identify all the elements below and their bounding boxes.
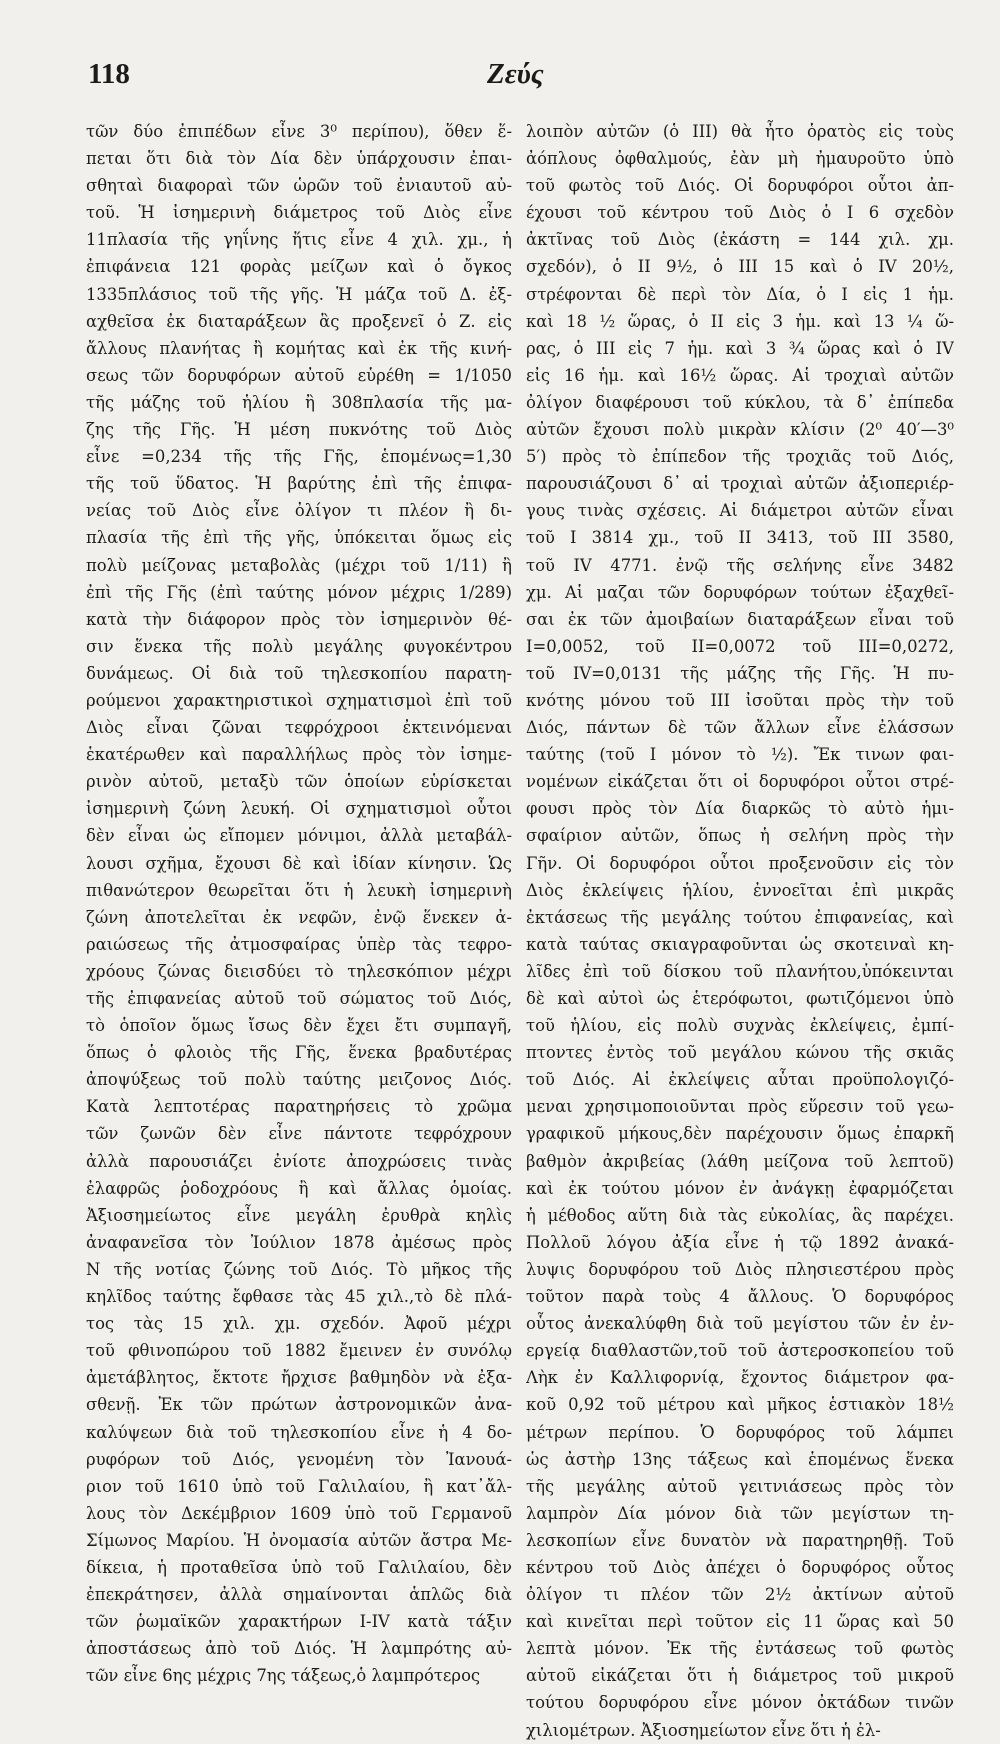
text-line: λεπτὰ μόνον. Ἐκ τῆς ἐντάσεως τοῦ φωτὸς bbox=[526, 1639, 954, 1659]
text-line: καλύψεων διὰ τοῦ τηλεσκοπίου εἶνε ἡ 4 δο- bbox=[86, 1422, 512, 1442]
text-line: τοῦ. Ἡ ἰσημερινὴ διάμετρος τοῦ Διὸς εἶνε bbox=[86, 203, 512, 223]
text-line: κοῦ 0,92 τοῦ μέτρου καὶ μῆκος ἑστιακὸν 18½ bbox=[526, 1395, 954, 1415]
text-line: λυψις δορυφόρου τοῦ Διὸς πλησιεστέρου πρὸς bbox=[526, 1259, 954, 1279]
text-line: ὀλίγον διαφέρουσι τοῦ κύκλου, τὰ δ᾽ ἐπίπεδα bbox=[526, 392, 954, 412]
text-line: αχθεῖσα ἐκ διαταράξεων ἃς προξενεῖ ὁ Ζ. εἰς bbox=[86, 311, 512, 331]
text-line: σθενῇ. Ἐκ τῶν πρώτων ἀστρονομικῶν ἀνα- bbox=[86, 1395, 512, 1415]
text-line: μέτρων περίπου. Ὁ δορυφόρος τοῦ λάμπει bbox=[526, 1422, 954, 1442]
text-line: τὸ ὁποῖον ὅμως ἴσως δὲν ἔχει ἔτι συμπαγῆ, bbox=[86, 1016, 512, 1036]
text-line: ραιώσεως τῆς ἀτμοσφαίρας ὑπὲρ τὰς τεφρο- bbox=[86, 934, 512, 954]
text-line: μεναι χρησιμοποιοῦνται πρὸς εὕρεσιν τοῦ γεω- bbox=[526, 1097, 954, 1117]
text-line: σαι ἐκ τῶν ἀμοιβαίων διαταράξεων εἶναι τοῦ bbox=[526, 609, 954, 629]
text-line: δὲ καὶ αὐτοὶ ὡς ἑτερόφωτοι, φωτιζόμενοι ὑπὸ bbox=[526, 989, 954, 1008]
text-line: πτοντες ἐντὸς τοῦ μεγάλου κώνου τῆς σκιᾶς bbox=[526, 1043, 954, 1063]
text-line: ὡς ἀστὴρ 13ης τάξεως καὶ ἑπομένως ἕνεκα bbox=[526, 1449, 954, 1469]
text-line: σχεδόν), ὁ II 9½, ὁ III 15 καὶ ὁ IV 20½, bbox=[526, 257, 954, 277]
text-line: Πολλοῦ λόγου ἀξία εἶνε ἡ τῷ 1892 ἀνακά- bbox=[526, 1232, 954, 1252]
text-line: νείας τοῦ Διὸς εἶνε ὀλίγον τι πλέον ἢ δι- bbox=[86, 501, 512, 521]
text-line: ριον τοῦ 1610 ὑπὸ τοῦ Γαλιλαίου, ἢ κατ᾽ἄλ- bbox=[86, 1476, 512, 1496]
text-line: βαθμὸν ἀκριβείας (λάθη μείζονα τοῦ λεπτοῦ) bbox=[526, 1151, 954, 1171]
text-line: ἐλαφρῶς ῥοδοχρόους ἢ καὶ ἄλλας ὁμοίας. bbox=[86, 1178, 512, 1198]
text-line: καὶ κινεῖται περὶ τοῦτον εἰς 11 ὥρας καὶ 50 bbox=[526, 1612, 954, 1632]
text-line: ρας, ὁ III εἰς 7 ἡμ. καὶ 3 ¾ ὥρας καὶ ὁ IV bbox=[526, 338, 954, 358]
text-line: τοῦ Διός. Αἱ ἐκλείψεις αὗται προϋπολογιζό- bbox=[526, 1070, 954, 1090]
text-line: σεως τῶν δορυφόρων αὐτοῦ εὑρέθη = 1/1050 bbox=[86, 365, 512, 385]
text-line: δυνάμεως. Οἱ διὰ τοῦ τηλεσκοπίου παρατη- bbox=[86, 663, 512, 683]
text-line: τοῦ IV=0,0131 τῆς μάζης τῆς Γῆς. Ἡ πυ- bbox=[526, 663, 954, 683]
text-line: ταύτης (τοῦ I μόνον τὸ ½). Ἔκ τινων φαι- bbox=[526, 745, 954, 765]
text-line: γους τινὰς σχέσεις. Αἱ διάμετροι αὐτῶν εἶναι bbox=[526, 501, 954, 521]
text-line: νομένων εἰκάζεται ὅτι οἱ δορυφόροι οὗτοι στρέ- bbox=[526, 772, 954, 792]
text-line: πολὺ μείζονας μεταβολὰς (μέχρι τοῦ 1/11) ἢ bbox=[86, 555, 512, 575]
text-line: λῖδες ἐπὶ τοῦ δίσκου τοῦ πλανήτου,ὑπόκεινται bbox=[526, 961, 954, 981]
text-line: Ν τῆς νοτίας ζώνης τοῦ Διός. Τὸ μῆκος τῆς bbox=[86, 1259, 512, 1279]
text-line: ζώνη ἀποτελεῖται ἐκ νεφῶν, ἐνῷ ἕνεκεν ἀ- bbox=[86, 907, 512, 927]
text-line: τοῦ I 3814 χμ., τοῦ II 3413, τοῦ III 3580, bbox=[526, 528, 954, 548]
right-text-column bbox=[526, 118, 954, 1744]
text-line: ἀόπλους ὀφθαλμούς, ἐὰν μὴ ἠμαυροῦτο ὑπὸ bbox=[526, 149, 954, 169]
text-line: σφαίριον αὐτῶν, ὅπως ἡ σελήνη πρὸς τὴν bbox=[526, 826, 954, 846]
text-line: εἶνε =0,234 τῆς τῆς Γῆς, ἑπομένως=1,30 bbox=[86, 447, 512, 467]
text-line: 1335πλάσιος τοῦ τῆς γῆς. Ἡ μάζα τοῦ Δ. ἐξ- bbox=[86, 284, 512, 304]
text-line: λοιπὸν αὐτῶν (ὁ III) θὰ ἦτο ὁρατὸς εἰς τοὺς bbox=[526, 122, 954, 141]
text-line: τῆς τοῦ ὕδατος. Ἡ βαρύτης ἐπὶ τῆς ἐπιφα- bbox=[86, 474, 512, 494]
text-line: τῶν ζωνῶν δὲν εἶνε πάντοτε τεφρόχρουν bbox=[86, 1124, 512, 1144]
text-line: κηλῖδος ταύτης ἔφθασε τὰς 45 χιλ.,τὸ δὲ πλά- bbox=[86, 1287, 512, 1307]
text-line: καὶ 18 ½ ὥρας, ὁ II εἰς 3 ἡμ. καὶ 13 ¼ ὥ- bbox=[526, 311, 954, 331]
text-line: κνότης μόνου τοῦ III ἰσοῦται πρὸς τὴν τοῦ bbox=[526, 690, 954, 710]
text-line: ἀποψύξεως τοῦ πολὺ ταύτης μειζονος Διός. bbox=[86, 1070, 512, 1090]
running-title: Ζεύς bbox=[487, 58, 544, 90]
text-line: τοῦ φωτὸς τοῦ Διός. Οἱ δορυφόροι οὗτοι ἀπ- bbox=[526, 176, 954, 196]
text-line: 5′) πρὸς τὸ ἐπίπεδον τῆς τροχιᾶς τοῦ Διός, bbox=[526, 447, 954, 467]
text-line: Κατὰ λεπτοτέρας παρατηρήσεις τὸ χρῶμα bbox=[86, 1097, 512, 1117]
text-line: τος τὰς 15 χιλ. χμ. σχεδόν. Ἀφοῦ μέχρι bbox=[86, 1314, 512, 1334]
text-line: δίκεια, ἡ προταθεῖσα ὑπὸ τοῦ Γαλιλαίου, δὲν bbox=[86, 1557, 512, 1577]
text-line: Λὴκ ἐν Καλλιφορνίᾳ, ἔχοντος διάμετρον φα- bbox=[526, 1368, 954, 1388]
text-line: τῆς ἐπιφανείας αὐτοῦ τοῦ σώματος τοῦ Διός, bbox=[86, 989, 512, 1008]
text-line: παρουσιάζουσι δ᾽ αἱ τροχιαὶ αὐτῶν ἀξιοπεριέρ- bbox=[526, 474, 954, 494]
text-line: λουσι σχῆμα, ἔχουσι δὲ καὶ ἰδίαν κίνησιν. Ὡς bbox=[86, 853, 512, 873]
text-line: σθηταὶ διαφοραὶ τῶν ὡρῶν τοῦ ἐνιαυτοῦ αὐ- bbox=[86, 176, 512, 196]
text-line: ἐπὶ τῆς Γῆς (ἐπὶ ταύτης μόνον μέχρις 1/289) bbox=[86, 582, 512, 602]
text-line: τῶν ῥωμαϊκῶν χαρακτήρων I-IV κατὰ τάξιν bbox=[86, 1612, 512, 1632]
text-line: κατὰ τὴν διάφορον πρὸς τὸν ἰσημερινὸν θέ- bbox=[86, 609, 512, 629]
text-line: πιθανώτερον θεωρεῖται ὅτι ἡ λευκὴ ἰσημερινὴ bbox=[86, 880, 512, 900]
text-line: ρινὸν αὐτοῦ, μεταξὺ τῶν ὁποίων εὑρίσκεται bbox=[86, 772, 512, 792]
text-line: δὲν εἶναι ὡς εἴπομεν μόνιμοι, ἀλλὰ μεταβάλ- bbox=[86, 826, 512, 846]
text-line: αὐτῶν ἔχουσι πολὺ μικρὰν κλίσιν (2⁰ 40′—3⁰ bbox=[526, 420, 954, 440]
text-line: χρόους ζώνας διεισδύει τὸ τηλεσκόπιον μέχρι bbox=[86, 961, 512, 981]
text-line: αὐτοῦ εἰκάζεται ὅτι ἡ διάμετρος τοῦ μικροῦ bbox=[526, 1666, 954, 1686]
text-line: τῆς μεγάλης αὐτοῦ γειτνιάσεως πρὸς τὸν bbox=[526, 1476, 954, 1496]
text-line: ἀμετάβλητος, ἔκτοτε ἤρχισε βαθμηδὸν νὰ ἐξα- bbox=[86, 1368, 512, 1388]
text-line: ἀναφανεῖσα τὸν Ἰούλιον 1878 ἀμέσως πρὸς bbox=[86, 1232, 512, 1252]
text-line: ὀλίγον τι πλέον τῶν 2½ ἀκτίνων αὐτοῦ bbox=[526, 1585, 954, 1605]
text-line: τοῦ ἡλίου, εἰς πολὺ συχνὰς ἐκλείψεις, ἐμπί- bbox=[526, 1016, 954, 1036]
text-line: Διὸς ἐκλείψεις ἡλίου, ἐννοεῖται ἐπὶ μικρᾶς bbox=[526, 880, 954, 900]
text-line: τῶν δύο ἐπιπέδων εἶνε 3⁰ περίπου), ὅθεν ἕ- bbox=[86, 122, 512, 141]
text-line: ἡ μέθοδος αὕτη διὰ τὰς εὐκολίας, ἃς παρέχει. bbox=[526, 1205, 954, 1225]
text-line: Διός, πάντων δὲ τῶν ἄλλων εἶνε ἐλάσσων bbox=[526, 718, 954, 738]
text-line: λους τὸν Δεκέμβριον 1609 ὑπὸ τοῦ Γερμανοῦ bbox=[86, 1503, 512, 1523]
text-line: γραφικοῦ μήκους,δὲν παρέχουσιν ὅμως ἐπαρκῆ bbox=[526, 1124, 954, 1144]
left-text-column bbox=[86, 118, 512, 1689]
text-line: ἑκατέρωθεν καὶ παραλλήλως πρὸς τὸν ἰσημε- bbox=[86, 745, 512, 765]
text-line: τοῦ φθινοπώρου τοῦ 1882 ἔμεινεν ἐν συνόλῳ bbox=[86, 1341, 512, 1361]
text-line: ἀποστάσεως ἀπὸ τοῦ Διός. Ἡ λαμπρότης αὐ- bbox=[86, 1639, 512, 1659]
page-number: 118 bbox=[88, 58, 130, 90]
text-line: πεται ὅτι διὰ τὸν Δία δὲν ὑπάρχουσιν ἐπαι- bbox=[86, 149, 512, 169]
text-line: λεσκοπίων εἶνε δυνατὸν νὰ παρατηρηθῇ. Τοῦ bbox=[526, 1530, 954, 1550]
text-line: ἐπεκράτησεν, ἀλλὰ σημαίνονται ἁπλῶς διὰ bbox=[86, 1585, 512, 1605]
text-line: τῆς μάζης τοῦ ἡλίου ἢ 308πλασία τῆς μα- bbox=[86, 392, 512, 412]
text-line: 11πλασία τῆς γηΐνης ἥτις εἶνε 4 χιλ. χμ., ἡ bbox=[86, 230, 512, 250]
text-line: κέντρου τοῦ Διὸς ἀπέχει ὁ δορυφόρος οὗτος bbox=[526, 1557, 954, 1577]
text-line: ρούμενοι χαρακτηριστικοὶ σχηματισμοὶ ἐπὶ τοῦ bbox=[86, 690, 512, 710]
text-line: Ἀξιοσημείωτος εἶνε μεγάλη ἐρυθρὰ κηλὶς bbox=[86, 1205, 512, 1225]
text-line: τοῦτον παρὰ τοὺς 4 ἄλλους. Ὁ δορυφόρος bbox=[526, 1287, 954, 1307]
text-line: τούτου δορυφόρου εἶνε μόνον ὀκτάδων τινῶν bbox=[526, 1693, 954, 1713]
text-line: I=0,0052, τοῦ II=0,0072 τοῦ III=0,0272, bbox=[526, 636, 954, 656]
text-line: ζης τῆς Γῆς. Ἡ μέση πυκνότης τοῦ Διὸς bbox=[86, 420, 512, 440]
text-line: ἐκτάσεως τῆς μεγάλης τούτου ἐπιφανείας, καὶ bbox=[526, 907, 954, 927]
text-line: στρέφονται δὲ περὶ τὸν Δία, ὁ I εἰς 1 ἡμ. bbox=[526, 284, 954, 304]
text-line: λαμπρὸν Δία μόνον διὰ τῶν μεγίστων τη- bbox=[526, 1503, 954, 1523]
text-line: τῶν εἶνε 6ης μέχρις 7ης τάξεως,ὁ λαμπρότερος bbox=[86, 1666, 481, 1686]
text-line: χμ. Αἱ μαζαι τῶν δορυφόρων τούτων ἐξαχθεῖ- bbox=[526, 582, 954, 602]
text-line: Σίμωνος Μαρίου. Ἡ ὀνομασία αὐτῶν ἄστρα Με- bbox=[86, 1530, 512, 1550]
text-line: καὶ ἐκ τούτου μόνον ἐν ἀνάγκῃ ἐφαρμόζεται bbox=[526, 1178, 954, 1198]
text-line: ἐπιφάνεια 121 φορὰς μείζων καὶ ὁ ὄγκος bbox=[86, 257, 512, 277]
text-line: ὅπως ὁ φλοιὸς τῆς Γῆς, ἕνεκα βραδυτέρας bbox=[86, 1043, 512, 1063]
text-line: έχουσι τοῦ κέντρου τοῦ Διὸς ὁ I 6 σχεδὸν bbox=[526, 203, 954, 223]
text-line: ἀλλὰ παρουσιάζει ἐνίοτε ἀποχρώσεις τινὰς bbox=[86, 1151, 512, 1171]
text-line: φουσι πρὸς τὸν Δία διαρκῶς τὸ αὐτὸ ἡμι- bbox=[526, 799, 954, 819]
text-line: πλασία τῆς ἐπὶ τῆς γῆς, ὑπόκειται ὅμως εἰς bbox=[86, 528, 512, 548]
text-line: εργείᾳ διαθλαστῶν,τοῦ τοῦ ἀστεροσκοπείου τοῦ bbox=[526, 1341, 954, 1361]
text-line: σιν ἕνεκα τῆς πολὺ μεγάλης φυγοκέντρου bbox=[86, 636, 512, 656]
text-line: κατὰ ταύτας σκιαγραφοῦνται ὡς σκοτειναὶ κη- bbox=[526, 934, 954, 954]
text-line: Διὸς εἶναι ζῶναι τεφρόχροοι ἐκτεινόμεναι bbox=[86, 718, 512, 738]
text-line: οὗτος ἀνεκαλύφθη διὰ τοῦ μεγίστου τῶν ἐν ἐν- bbox=[526, 1314, 954, 1334]
text-line: ἀκτῖνας τοῦ Διὸς (ἑκάστη = 144 χιλ. χμ. bbox=[526, 230, 954, 250]
text-line: εἰς 16 ἡμ. καὶ 16½ ὥρας. Αἱ τροχιαὶ αὐτῶν bbox=[526, 365, 954, 385]
text-line: χιλιομέτρων. Ἀξιοσημείωτον εἶνε ὅτι ἡ ἐλ- bbox=[526, 1720, 881, 1740]
text-line: ἄλλους πλανήτας ἢ κομήτας καὶ ἐκ τῆς κινή- bbox=[86, 338, 512, 358]
text-line: ἰσημερινὴ ζώνη λευκή. Οἱ σχηματισμοὶ οὗτοι bbox=[86, 799, 512, 819]
text-line: τοῦ IV 4771. ἐνῷ τῆς σελήνης εἶνε 3482 bbox=[526, 555, 954, 575]
text-line: ρυφόρων τοῦ Διός, γενομένη τὸν Ἰανουά- bbox=[86, 1449, 512, 1469]
text-line: Γῆν. Οἱ δορυφόροι οὗτοι προξενοῦσιν εἰς τὸν bbox=[526, 853, 954, 873]
